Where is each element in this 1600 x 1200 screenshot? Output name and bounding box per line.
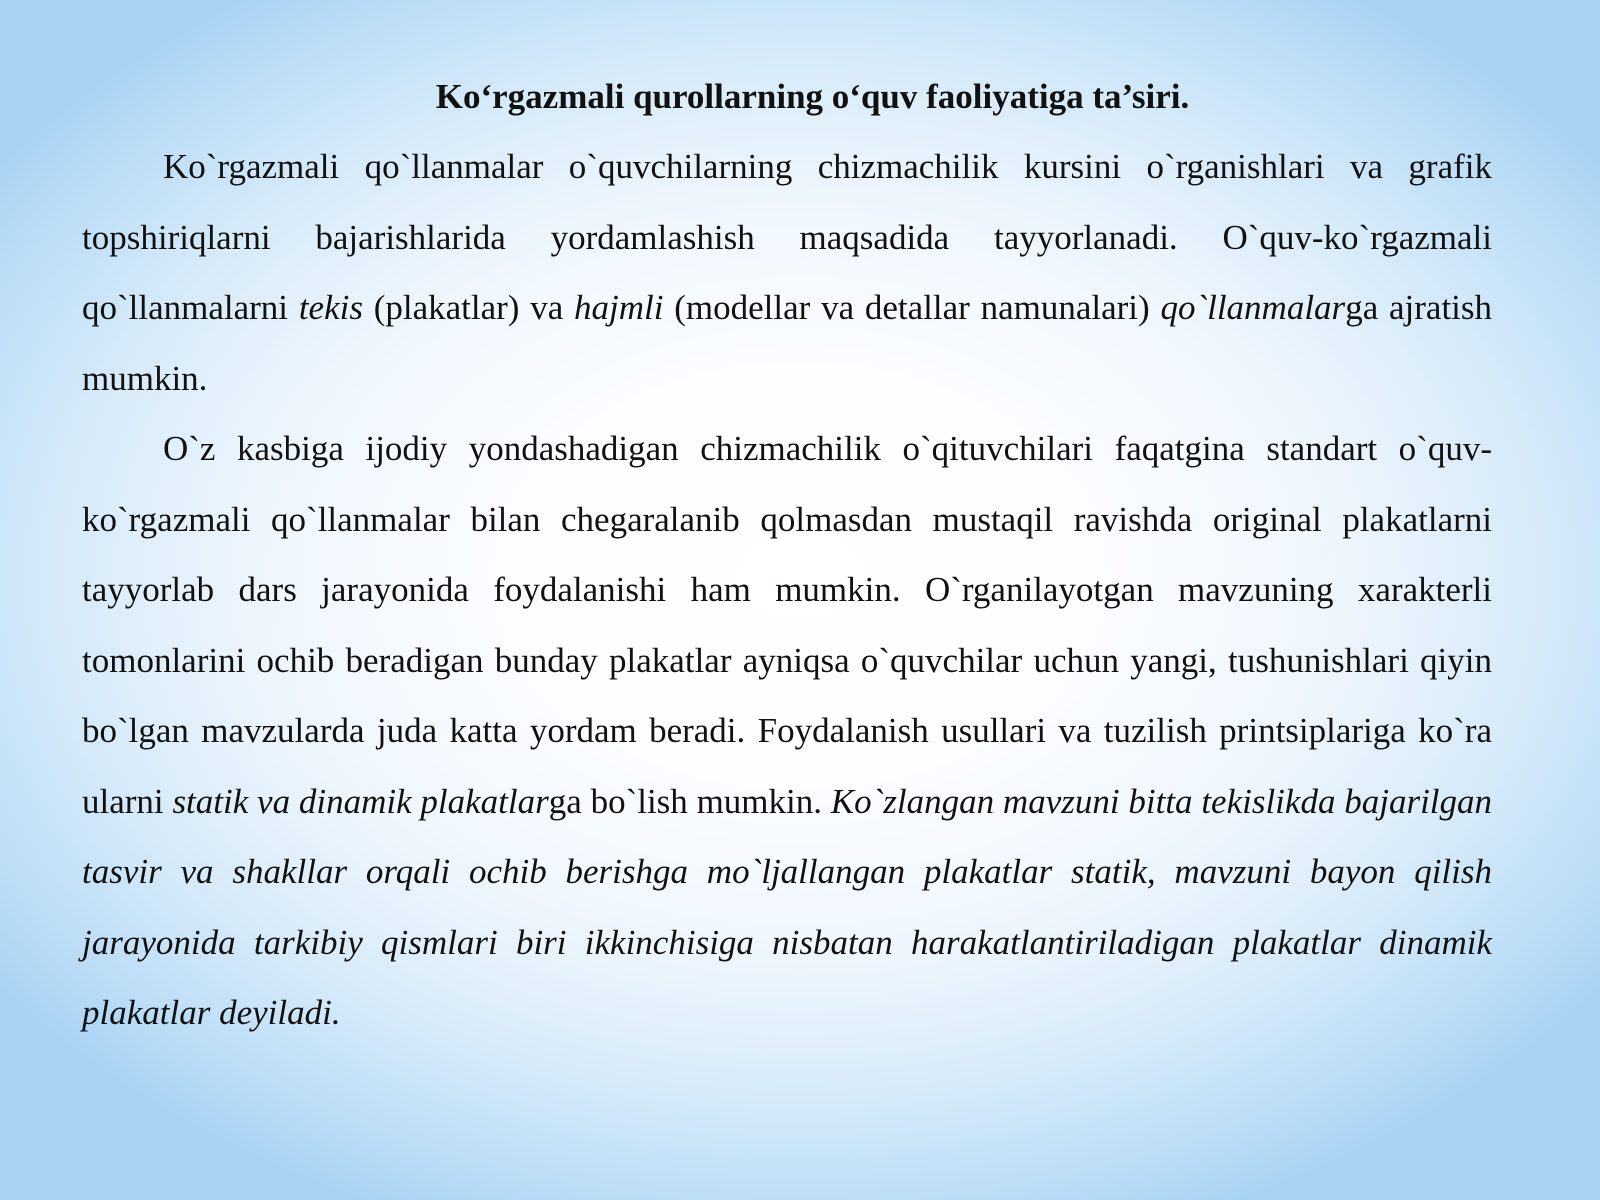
slide-body bbox=[82, 132, 1492, 1049]
paragraph-1-italic-qollanmalar: qo`llanmalar bbox=[1160, 288, 1346, 327]
paragraph-1-text-g: ga ajratish mumkin. bbox=[82, 288, 1493, 398]
paragraph-1-italic-tekis: tekis bbox=[298, 288, 363, 327]
paragraph-1-text-a: Ko`rgazmali qo`llanmalar o`quvchilarning chizmachilik kursini o`rganishlari va grafik topshiriqlarni bajarishlarida yordamlashish maqsadida tayyorlanadi. O`quv-ko`rgazmali qo`llanmalarni bbox=[82, 147, 1492, 327]
paragraph-1-italic-hajmli: hajmli bbox=[574, 288, 664, 327]
paragraph-2-italic-plakatlar: statik va dinamik plakatlar bbox=[172, 781, 549, 821]
paragraph-2-italic-definition: Ko`zlangan mavzuni bitta tekislikda bajarilgan tasvir va shakllar orqali ochib berishga mo`ljallangan plakatlar statik, mavzuni bayon qilish jarayonida tarkibiy qismlari biri ikkinchisiga nisbatan harakatlantiriladigan plakatlar dinamik plakatlar deyiladi. bbox=[82, 781, 1493, 1032]
paragraph-1-text-c: (plakatlar) va bbox=[362, 288, 575, 327]
paragraph-2-text-a: O`z kasbiga ijodiy yondashadigan chizmachilik o`qituvchilari faqatgina standart o`quv-ko`rgazmali qo`llanmalar bilan chegaralanib qolmasdan mustaqil ravishda original plakatlarni tayyorlab dars jarayonida foydalanishi ham mumkin. O`rganilayotgan mavzuning xarakterli tomonlarini ochib beradigan bunday plakatlar ayniqsa o`quvchilar uchun yangi, tushunishlari qiyin bo`lgan mavzularda juda katta yordam beradi. Foydalanish usullari va tuzilish printsiplariga ko`ra ularni bbox=[82, 429, 1492, 821]
slide-title: Ko‘rgazmali qurollarning o‘quv faoliyatiga ta’siri. bbox=[435, 77, 1190, 116]
paragraph-1-text-e: (modellar va detallar namunalari) bbox=[663, 288, 1161, 327]
paragraph-1 bbox=[82, 132, 1492, 414]
paragraph-2 bbox=[82, 414, 1492, 1049]
paragraph-2-text-c: ga bo`lish mumkin. bbox=[548, 781, 831, 821]
